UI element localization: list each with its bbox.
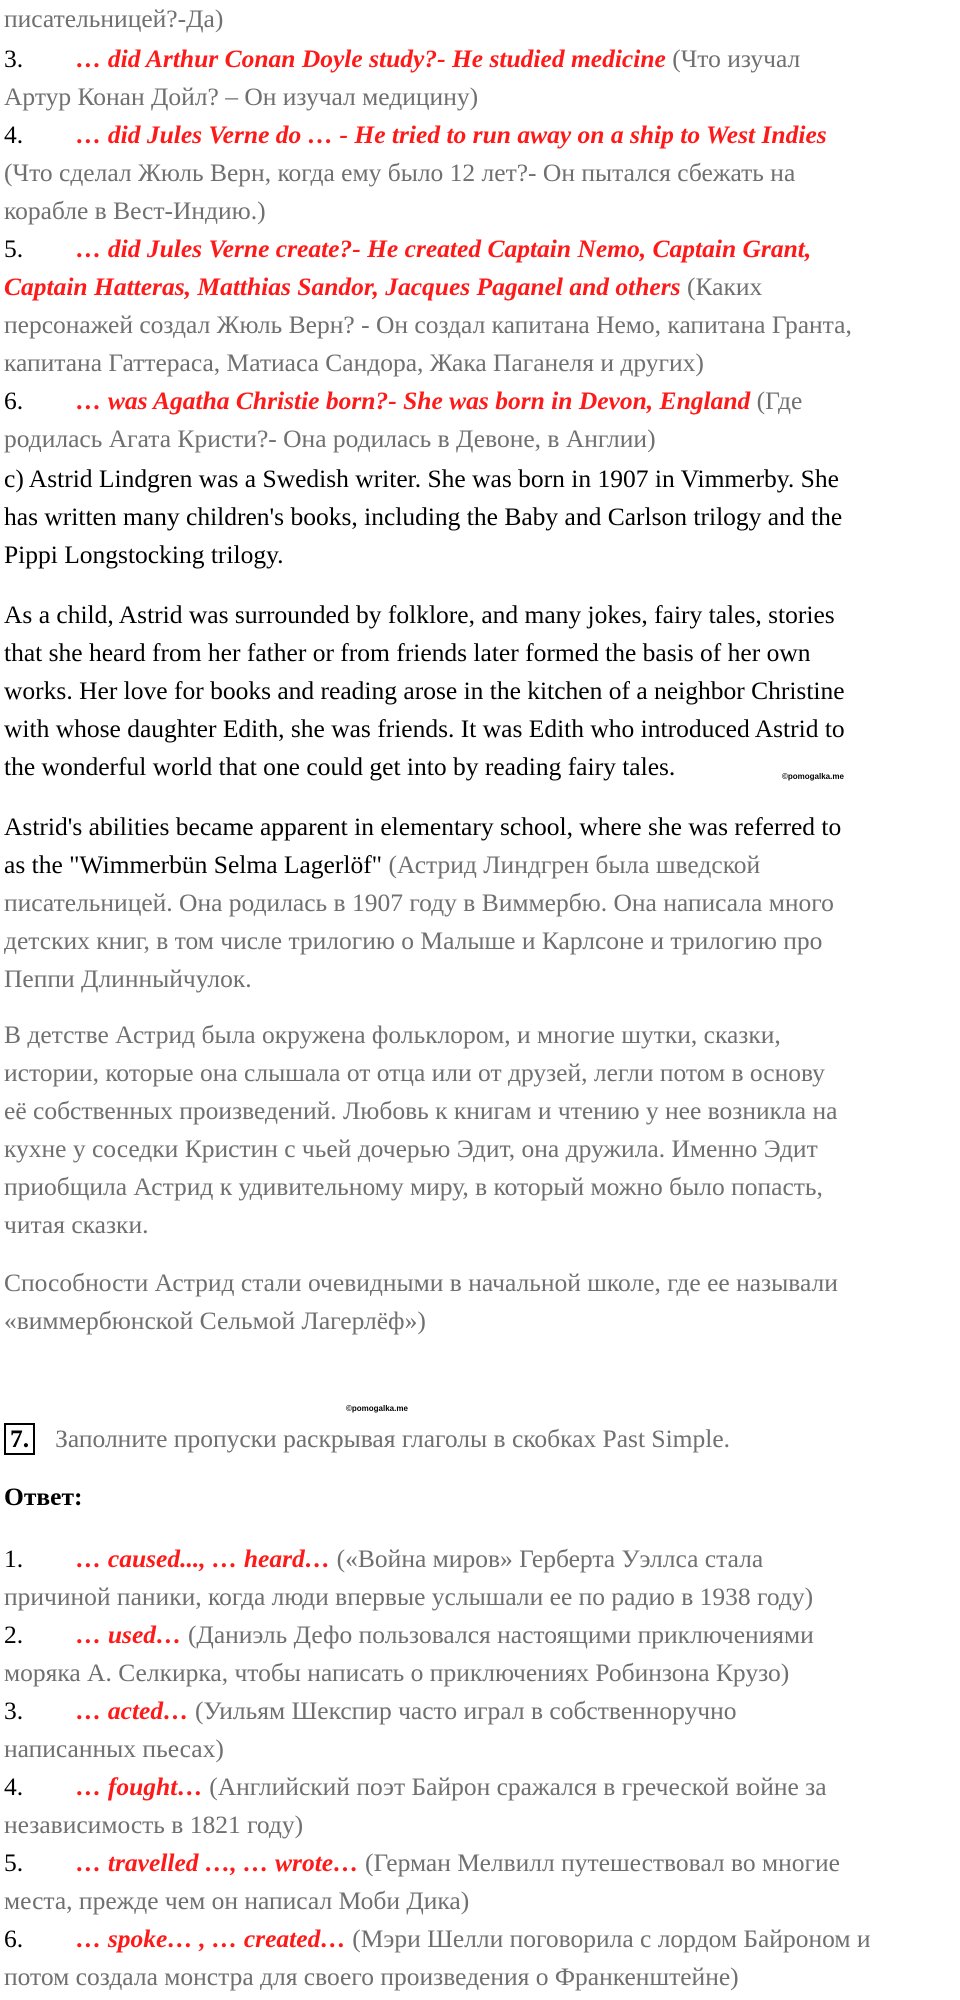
translation-line: её собственных произведений. Любовь к книгам и чтению у нее возникла на	[4, 1096, 838, 1125]
answer-text: … travelled …, … wrote…	[76, 1848, 359, 1877]
answer-text: … did Jules Verne create?- He created Captain Nemo, Captain Grant,	[76, 234, 812, 263]
answer-text: … did Arthur Conan Doyle study?- He studied medicine	[76, 44, 666, 73]
answer-item-5	[4, 230, 811, 268]
item-number: 3.	[4, 1696, 24, 1725]
item-number: 3.	[4, 44, 24, 73]
answer-heading: Ответ:	[4, 1482, 83, 1511]
translation-line: приобщила Астрид к удивительному миру, в который можно было попасть,	[4, 1172, 823, 1201]
item-number: 6.	[4, 1924, 24, 1953]
translation-line: моряка А. Селкирка, чтобы написать о приключениях Робинзона Крузо)	[4, 1658, 790, 1687]
translation-line: потом создала монстра для своего произведения о Франкенштейне)	[4, 1962, 739, 1991]
answer-text: Captain Hatteras, Matthias Sandor, Jacques Paganel and others	[4, 272, 681, 301]
translation-text: (Где	[750, 386, 803, 415]
paragraph-line: c) Astrid Lindgren was a Swedish writer. She was born in 1907 in Vimmerby. She	[4, 464, 839, 493]
translation-line: (Что сделал Жюль Верн, когда ему было 12 лет?- Он пытался сбежать на	[4, 158, 796, 187]
translation-text: (Английский поэт Байрон сражался в греческой войне за	[202, 1772, 827, 1801]
item-number: 5.	[4, 234, 24, 263]
translation-text: («Война миров» Герберта Уэллса стала	[330, 1544, 764, 1573]
translation-line: истории, которые она слышала от отца или от друзей, легли потом в основу	[4, 1058, 825, 1087]
answer-text: … fought…	[76, 1772, 203, 1801]
translation-text: (Мэри Шелли поговорила с лордом Байроном и	[345, 1924, 871, 1953]
task-number-box: 7.	[4, 1423, 35, 1455]
translation-line: писательницей. Она родилась в 1907 году в Виммербю. Она написала много	[4, 888, 834, 917]
translation-line: Способности Астрид стали очевидными в начальной школе, где ее называли	[4, 1268, 838, 1297]
answer-item-4	[4, 1768, 827, 1806]
translation-text: (Каких	[680, 272, 763, 301]
translation-line: капитана Гаттераса, Матиаса Сандора, Жака Паганеля и других)	[4, 348, 704, 377]
answer-text: … did Jules Verne do … - He tried to run away on a ship to West Indies	[76, 120, 827, 149]
answer-text: … acted…	[76, 1696, 189, 1725]
translation-line: Пеппи Длинныйчулок.	[4, 964, 252, 993]
task-instruction: Заполните пропуски раскрывая глаголы в скобках Past Simple.	[55, 1424, 731, 1453]
translation-text: (Что изучал	[665, 44, 801, 73]
task-heading	[4, 1420, 730, 1458]
answer-line	[4, 268, 762, 306]
paragraph-line: As a child, Astrid was surrounded by folklore, and many jokes, fairy tales, stories	[4, 600, 835, 629]
answer-item-6	[4, 382, 802, 420]
translation-line: корабле в Вест-Индию.)	[4, 196, 266, 225]
answer-item-3	[4, 40, 800, 78]
answer-item-3	[4, 1692, 737, 1730]
translation-text: (Даниэль Дефо пользовался настоящими приключениями	[181, 1620, 814, 1649]
answer-text: … used…	[76, 1620, 182, 1649]
item-number: 4.	[4, 1772, 24, 1801]
translation-line: детских книг, в том числе трилогию о Малыше и Карлсоне и трилогию про	[4, 926, 823, 955]
item-number: 5.	[4, 1848, 24, 1877]
text-line: писательницей?-Да)	[4, 4, 224, 33]
answer-item-4	[4, 116, 827, 154]
answer-text: … spoke… , … created…	[76, 1924, 346, 1953]
answer-text: … caused..., … heard…	[76, 1544, 331, 1573]
translation-line: причиной паники, когда люди впервые услышали ее по радио в 1938 году)	[4, 1582, 814, 1611]
answer-item-6	[4, 1920, 871, 1958]
translation-line: независимость в 1821 году)	[4, 1810, 304, 1839]
item-number: 4.	[4, 120, 24, 149]
paragraph-line: that she heard from her father or from friends later formed the basis of her own	[4, 638, 811, 667]
english-text: as the "Wimmerbün Selma Lagerlöf"	[4, 850, 383, 879]
item-number: 1.	[4, 1544, 24, 1573]
watermark: ©pomogalka.me	[346, 1404, 408, 1413]
translation-text: (Уильям Шекспир часто играл в собственноручно	[188, 1696, 737, 1725]
paragraph-line: Pippi Longstocking trilogy.	[4, 540, 284, 569]
translation-line: «виммербюнской Сельмой Лагерлёф»)	[4, 1306, 426, 1335]
paragraph-line: works. Her love for books and reading arose in the kitchen of a neighbor Christine	[4, 676, 845, 705]
paragraph-line: has written many children's books, including the Baby and Carlson trilogy and the	[4, 502, 843, 531]
item-number: 2.	[4, 1620, 24, 1649]
translation-text: (Астрид Линдгрен была шведской	[382, 850, 761, 879]
translation-line: родилась Агата Кристи?- Она родилась в Девоне, в Англии)	[4, 424, 656, 453]
answer-item-2	[4, 1616, 814, 1654]
paragraph-line: Astrid's abilities became apparent in elementary school, where she was referred to	[4, 812, 842, 841]
translation-line: читая сказки.	[4, 1210, 149, 1239]
paragraph-line	[4, 846, 760, 884]
answer-item-1	[4, 1540, 763, 1578]
translation-line: места, прежде чем он написал Моби Дика)	[4, 1886, 470, 1915]
translation-line: персонажей создал Жюль Верн? - Он создал капитана Немо, капитана Гранта,	[4, 310, 852, 339]
paragraph-line: the wonderful world that one could get into by reading fairy tales.	[4, 752, 676, 781]
translation-text: (Герман Мелвилл путешествовал во многие	[358, 1848, 840, 1877]
translation-line: В детстве Астрид была окружена фольклором, и многие шутки, сказки,	[4, 1020, 781, 1049]
translation-line: написанных пьесах)	[4, 1734, 224, 1763]
translation-line: кухне у соседки Кристин с чьей дочерью Эдит, она дружила. Именно Эдит	[4, 1134, 818, 1163]
item-number: 6.	[4, 386, 24, 415]
watermark: ©pomogalka.me	[782, 772, 844, 781]
translation-line: Артур Конан Дойл? – Он изучал медицину)	[4, 82, 479, 111]
answer-item-5	[4, 1844, 840, 1882]
answer-text: … was Agatha Christie born?- She was born in Devon, England	[76, 386, 751, 415]
paragraph-line: with whose daughter Edith, she was friends. It was Edith who introduced Astrid to	[4, 714, 845, 743]
